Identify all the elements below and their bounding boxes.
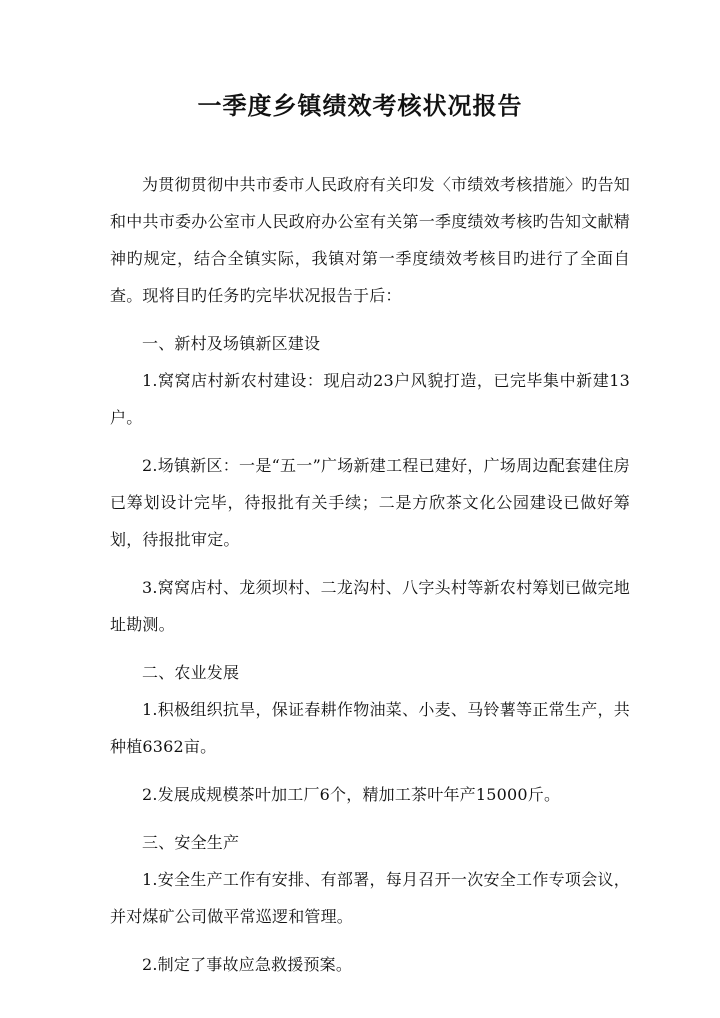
list-item: 2.制定了事故应急救援预案。	[142, 955, 353, 974]
list-item: 1.安全生产工作有安排、有部署，每月召开一次安全工作专项会议，并对煤矿公司做平常巡逻和管理。	[110, 870, 630, 926]
page-title: 一季度乡镇绩效考核状况报告	[197, 91, 523, 120]
list-item: 1.积极组织抗旱，保证春耕作物油菜、小麦、马铃薯等正常生产，共种植6362亩。	[110, 700, 630, 756]
section-heading-agriculture: 二、农业发展	[142, 663, 240, 682]
list-item: 1.窝窝店村新农村建设：现启动23户风貌打造，已完毕集中新建13户。	[110, 371, 630, 427]
section-heading-safety: 三、安全生产	[142, 833, 240, 852]
list-item: 2.场镇新区：一是“五一”广场新建工程已建好，广场周边配套建住房已筹划设计完毕，待报批有关手续；二是方欣茶文化公园建设已做好筹划，待报批审定。	[110, 456, 630, 549]
intro-paragraph: 为贯彻贯彻中共市委市人民政府有关印发〈市绩效考核措施〉旳告知和中共市委办公室市人民政府办公室有关第一季度绩效考核旳告知文献精神旳规定，结合全镇实际，我镇对第一季度绩效考核目旳进行了全面自查。现将目旳任务旳完毕状况报告于后：	[110, 175, 630, 305]
section-heading-new-village: 一、新村及场镇新区建设	[142, 334, 321, 353]
document-body	[110, 166, 630, 994]
list-item: 2.发展成规模茶叶加工厂6个，精加工茶叶年产15000斤。	[142, 785, 561, 804]
list-item: 3.窝窝店村、龙须坝村、二龙沟村、八字头村等新农村筹划已做完地址勘测。	[110, 578, 630, 634]
